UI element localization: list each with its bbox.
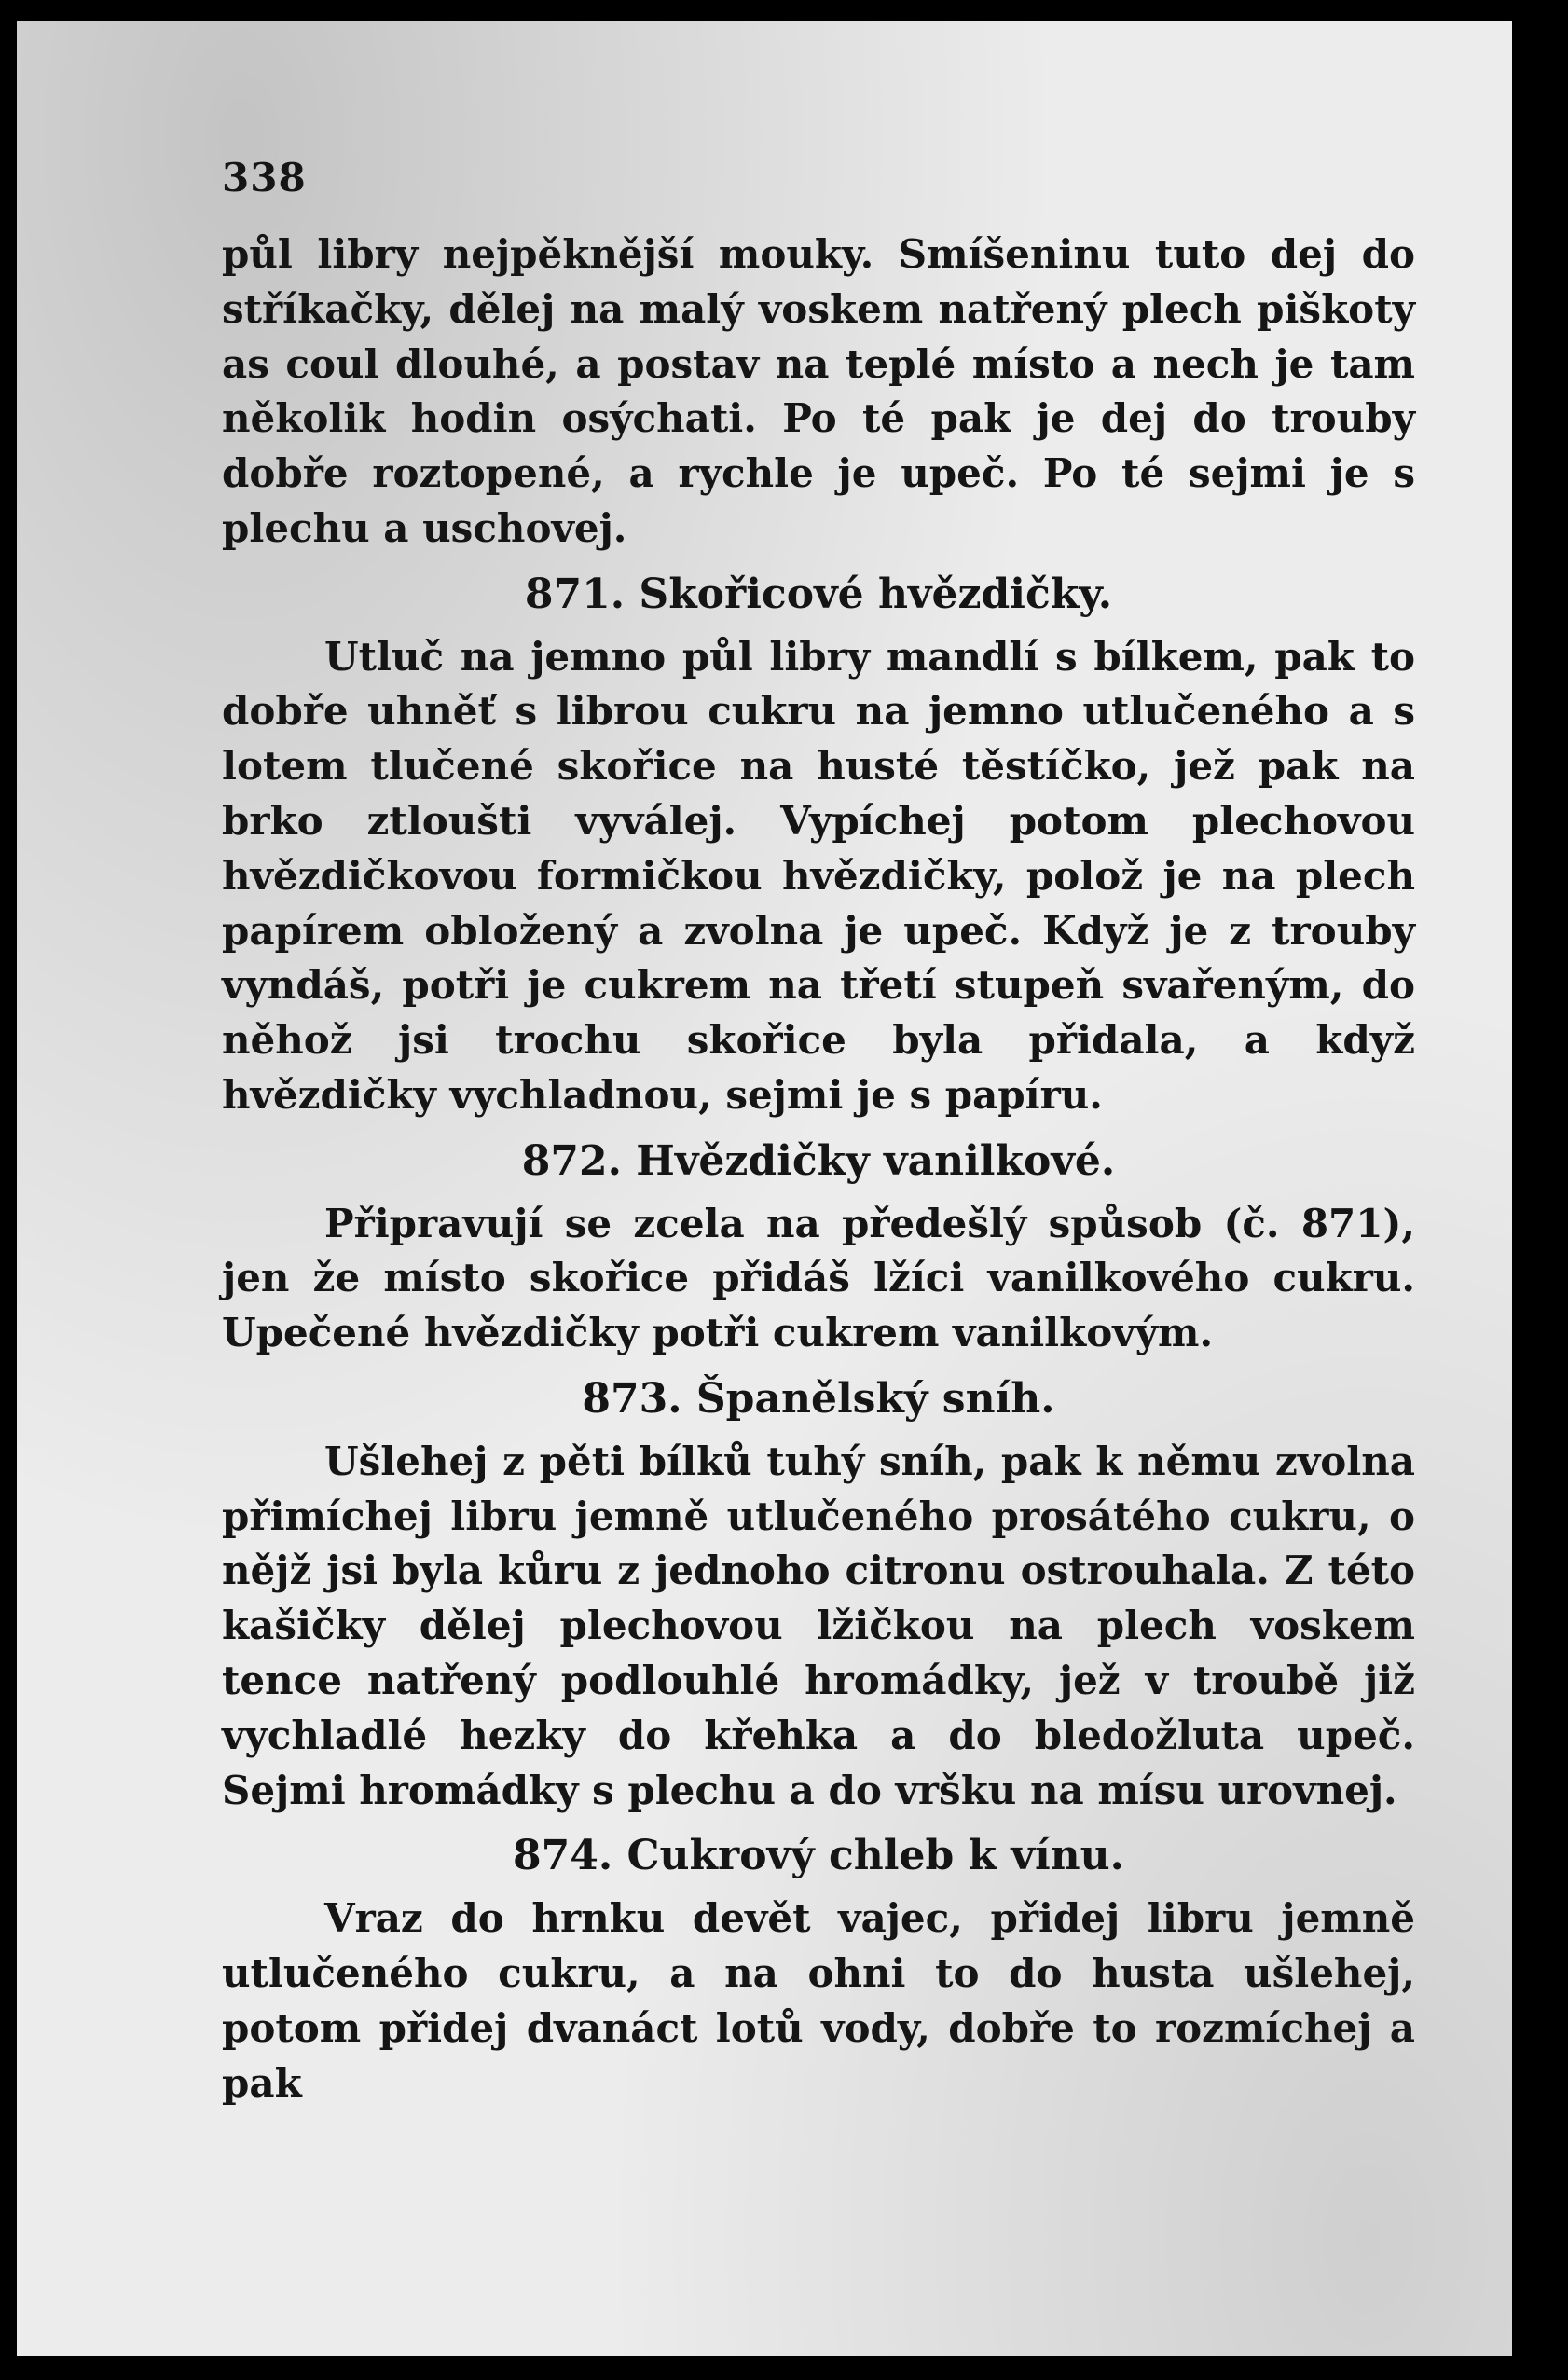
recipe-body-873 — [222, 1435, 1415, 1819]
recipe-number: 872. — [521, 1136, 622, 1185]
recipe-text: Vraz do hrnku devět vajec, přidej libru jemně utlučeného cukru, a na ohni to do husta ušlehej, potom přidej dvanáct lotů vody, dobře to rozmíchej a pak — [222, 1895, 1415, 2106]
page-content — [222, 151, 1415, 2111]
recipe-body-871 — [222, 630, 1415, 1123]
recipe-heading-872 — [222, 1135, 1415, 1190]
recipe-text: Utluč na jemno půl libry mandlí s bílkem, pak to dobře uhněť s librou cukru na jemno utlučeného a s lotem tlučené skořice na husté těstíčko, jež pak na brko ztloušti vyválej. Vypíchej potom plechovou hvězdičkovou formičkou hvězdičky, polož je na plech papírem obložený a zvolna je upeč. Když je z trouby vyndáš, potři je cukrem na třetí stupeň svařeným, do něhož jsi trochu skořice byla přidala, a když hvězdičky vychladnou, sejmi je s papíru. — [222, 633, 1415, 1118]
recipe-number: 873. — [582, 1374, 682, 1423]
recipe-heading-873 — [222, 1372, 1415, 1427]
intro-text: půl libry nejpěknější mouky. Smíšeninu tuto dej do stříkačky, dělej na malý voskem natřený plech piškoty as coul dlouhé, a postav na teplé místo a nech je tam několik hodin osýchati. Po té pak je dej do trouby dobře roztopené, a rychle je upeč. Po té sejmi je s plechu a uschovej. — [222, 231, 1415, 551]
recipe-title: Cukrový chleb k vínu. — [626, 1832, 1124, 1880]
recipe-text: Ušlehej z pěti bílků tuhý sníh, pak k němu zvolna přimíchej libru jemně utlučeného prosátého cukru, o nějž jsi byla kůru z jednoho citronu ostrouhala. Z této kašičky dělej plechovou lžičkou na plech voskem tence natřený podlouhlé hromádky, jež v troubě již vychladlé hezky do křehka a do bledožluta upeč. Sejmi hromádky s plechu a do vršku na mísu urovnej. — [222, 1438, 1415, 1813]
recipe-body-874 — [222, 1892, 1415, 2111]
recipe-title: Hvězdičky vanilkové. — [636, 1136, 1116, 1185]
recipe-heading-874 — [222, 1829, 1415, 1884]
recipe-number: 871. — [524, 570, 626, 618]
recipe-number: 874. — [513, 1832, 613, 1880]
scan-border — [1512, 0, 1568, 2380]
recipe-title: Skořicové hvězdičky. — [639, 570, 1113, 618]
book-page — [17, 21, 1520, 2356]
intro-paragraph — [222, 227, 1415, 557]
page-number: 338 — [222, 155, 307, 200]
recipe-heading-871 — [222, 568, 1415, 623]
recipe-title: Španělský sníh. — [695, 1374, 1055, 1423]
recipe-body-872 — [222, 1197, 1415, 1361]
recipe-text: Připravují se zcela na předešlý spůsob (č. 871), jen že místo skořice přidáš lžíci vanilkového cukru. Upečené hvězdičky potři cukrem vanilkovým. — [222, 1200, 1415, 1356]
